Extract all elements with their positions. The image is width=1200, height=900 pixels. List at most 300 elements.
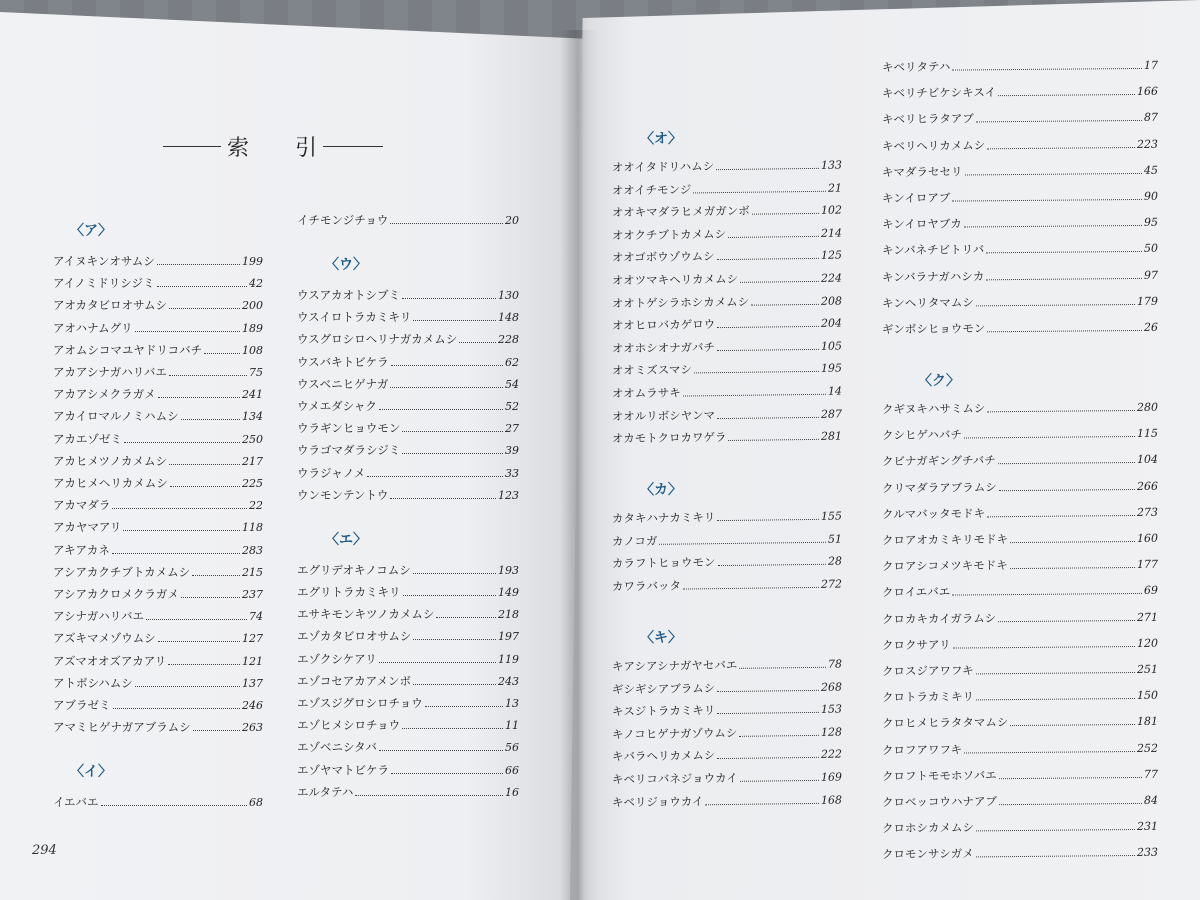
entry-name: クロクサアリ [881, 637, 951, 653]
index-entry [612, 769, 842, 788]
entry-name: イエバエ [53, 795, 99, 810]
leader-dots [998, 462, 1135, 464]
entry-name: オオホシオナガバチ [611, 339, 716, 356]
entry-name: オオツマキヘリカメムシ [611, 271, 739, 288]
leader-dots [717, 416, 819, 418]
leader-dots [659, 542, 826, 545]
entry-name: ウスアカオトシブミ [297, 288, 401, 302]
section-heading: 〈カ〉 [639, 481, 683, 499]
leader-dots [390, 387, 503, 388]
index-entry [53, 297, 263, 313]
entry-name: オオキマダラヒメガガンボ [611, 203, 750, 220]
entry-page-number: 169 [820, 770, 843, 784]
leader-dots [987, 515, 1135, 517]
entry-page-number: 287 [820, 407, 843, 421]
entry-name: アカヤマアリ [53, 520, 122, 535]
leader-dots [965, 173, 1143, 176]
entry-name: アトボシハムシ [53, 675, 133, 690]
index-entry [53, 675, 263, 691]
entry-page-number: 118 [242, 521, 263, 535]
entry-name: オオミズスマシ [611, 362, 693, 378]
leader-dots [964, 225, 1142, 228]
index-entry [53, 719, 263, 735]
title-rule-left [163, 146, 221, 147]
entry-name: エグリデオキノコムシ [297, 562, 411, 577]
entry-page-number: 95 [1143, 215, 1159, 230]
entry-name: キマダラセセリ [881, 164, 963, 180]
index-entry [882, 162, 1158, 180]
entry-name: アシアカクチブトカメムシ [53, 564, 191, 579]
entry-name: クリマダラアブラムシ [881, 479, 997, 495]
entry-name: キンイロヤブカ [881, 216, 962, 232]
index-entry [882, 399, 1158, 417]
index-entry [53, 453, 263, 469]
index-entry [882, 319, 1158, 337]
leader-dots [355, 795, 503, 796]
entry-name: アカマダラ [53, 498, 111, 513]
leader-dots [181, 597, 240, 598]
entry-page-number: 273 [1136, 505, 1159, 519]
entry-name: クシヒゲハバチ [881, 427, 962, 443]
entry-page-number: 45 [1143, 163, 1159, 177]
index-entry [882, 214, 1158, 232]
index-entry [53, 794, 263, 810]
entry-name: カノコガ [611, 533, 658, 549]
entry-page-number: 215 [242, 565, 263, 579]
leader-dots [717, 349, 819, 351]
entry-name: アオハナムグリ [53, 320, 133, 335]
index-entry [612, 553, 842, 572]
title-char-left: 索 [227, 136, 250, 161]
index-entry [612, 360, 842, 379]
index-entry [53, 275, 263, 291]
leader-dots [181, 419, 240, 420]
leader-dots [986, 278, 1142, 280]
entry-page-number: 77 [1143, 767, 1159, 781]
entry-name: キベリヘリカメムシ [881, 137, 986, 153]
leader-dots [135, 686, 240, 687]
section-heading: 〈イ〉 [70, 764, 112, 781]
entry-page-number: 263 [242, 721, 263, 735]
index-entry [297, 784, 519, 800]
leader-dots [413, 573, 496, 574]
index-entry [612, 508, 842, 527]
entry-name: カタキハナカミキリ [611, 510, 716, 526]
entry-name: クギヌキハサミムシ [881, 401, 986, 417]
leader-dots [158, 397, 240, 398]
entry-name: エグリトラカミキリ [297, 585, 401, 599]
entry-name: オオムラサキ [611, 385, 681, 401]
leader-dots [976, 829, 1135, 831]
leader-dots [379, 409, 503, 410]
entry-name: アカイロマルノミハムシ [53, 409, 179, 424]
entry-name: エゾスジグロシロチョウ [297, 696, 423, 710]
entry-page-number: 42 [249, 277, 263, 291]
section-heading: 〈ウ〉 [325, 257, 367, 273]
index-entry [882, 266, 1158, 284]
entry-page-number: 68 [249, 796, 263, 810]
leader-dots [112, 508, 247, 509]
index-entry [53, 497, 263, 513]
index-entry [882, 739, 1158, 757]
entry-name: アシナガハリバエ [53, 609, 144, 624]
entry-page-number: 14 [827, 384, 843, 398]
leader-dots [683, 587, 819, 590]
leader-dots [157, 264, 240, 265]
index-entry [53, 408, 263, 424]
leader-dots [987, 147, 1135, 149]
index-entry [297, 487, 519, 503]
entry-name: クロモンサシガメ [881, 846, 974, 862]
index-entry [53, 608, 263, 624]
index-entry [297, 628, 519, 644]
entry-page-number: 160 [1136, 531, 1159, 545]
index-entry [297, 212, 519, 228]
entry-name: エゾベニシタバ [297, 740, 377, 755]
entry-name: アカヒメツノカメムシ [53, 453, 167, 468]
index-entry [297, 562, 519, 578]
entry-page-number: 127 [242, 632, 263, 646]
entry-name: アカアシメクラガメ [53, 387, 156, 402]
entry-page-number: 105 [820, 339, 843, 353]
page-number: 294 [32, 843, 57, 858]
entry-page-number: 108 [242, 343, 263, 357]
entry-page-number: 272 [820, 577, 843, 591]
leader-dots [1010, 724, 1135, 726]
leader-dots [986, 251, 1142, 253]
entry-page-number: 189 [242, 321, 263, 335]
entry-name: ウンモンテントウ [297, 487, 389, 502]
index-entry [882, 582, 1158, 600]
entry-page-number: 26 [1143, 320, 1159, 334]
index-entry [612, 656, 842, 675]
entry-page-number: 28 [827, 554, 843, 569]
entry-page-number: 123 [498, 488, 519, 502]
leader-dots [101, 805, 247, 806]
entry-name: キアシアシナガヤセバエ [611, 657, 738, 674]
leader-dots [716, 168, 819, 170]
entry-name: キベリジョウカイ [611, 793, 704, 809]
entry-name: ウスイロトラカミキリ [297, 310, 412, 325]
index-entry [53, 253, 263, 269]
index-entry [297, 287, 519, 303]
entry-page-number: 200 [242, 299, 263, 313]
index-entry [612, 247, 842, 266]
section-heading: 〈エ〉 [325, 531, 367, 548]
entry-name: クロアシコメツキモドキ [881, 558, 1008, 574]
index-entry [297, 651, 519, 667]
leader-dots [124, 442, 240, 443]
entry-name: キベリコバネジョウカイ [611, 770, 738, 787]
leader-dots [402, 728, 503, 729]
index-entry [297, 420, 519, 436]
entry-page-number: 195 [820, 361, 843, 376]
entry-name: キンバネチビトリバ [881, 242, 985, 258]
entry-name: カラフトヒョウモン [611, 555, 716, 571]
entry-name: アオカタビロオサムシ [53, 298, 167, 313]
leader-dots [379, 662, 496, 663]
entry-name: オオクチブトカメムシ [611, 226, 727, 243]
entry-page-number: 228 [498, 333, 519, 347]
entry-name: キンイロアブ [881, 190, 951, 206]
section-heading: 〈オ〉 [639, 130, 683, 148]
leader-dots [998, 620, 1135, 622]
entry-page-number: 218 [498, 608, 519, 622]
entry-name: アブラゼミ [53, 698, 111, 712]
index-entry [882, 713, 1158, 731]
leader-dots [953, 646, 1135, 649]
leader-dots [705, 802, 819, 804]
entry-name: キノコヒゲナガゾウムシ [611, 725, 738, 742]
leader-dots [952, 68, 1142, 71]
index-entry [612, 292, 842, 311]
index-entry [297, 739, 519, 755]
entry-page-number: 119 [498, 652, 519, 666]
entry-name: クロトラカミキリ [881, 689, 975, 705]
book-gutter [560, 30, 600, 900]
entry-page-number: 280 [1136, 400, 1159, 414]
entry-page-number: 39 [505, 444, 519, 458]
leader-dots [123, 530, 240, 531]
entry-name: クロカキカイガラムシ [881, 610, 997, 626]
entry-page-number: 16 [505, 785, 519, 799]
entry-page-number: 120 [1136, 636, 1159, 650]
entry-page-number: 225 [242, 477, 263, 490]
leader-dots [718, 564, 827, 566]
index-entry [53, 630, 263, 646]
index-entry [882, 188, 1158, 206]
entry-name: ギシギシアブラムシ [611, 680, 716, 696]
entry-page-number: 74 [249, 610, 263, 624]
leader-dots [717, 712, 819, 714]
index-entry [612, 337, 842, 356]
entry-page-number: 54 [505, 377, 519, 391]
leader-dots [403, 595, 497, 596]
leader-dots [1010, 567, 1135, 569]
entry-page-number: 222 [820, 747, 843, 762]
leader-dots [390, 498, 496, 499]
entry-name: エゾヒメシロチョウ [297, 718, 401, 733]
index-entry [53, 342, 263, 358]
entry-name: クルマバッタモドキ [881, 506, 986, 522]
entry-page-number: 56 [505, 741, 519, 755]
index-entry [882, 504, 1158, 522]
leader-dots [113, 708, 241, 709]
leader-dots [170, 486, 240, 487]
index-entry [297, 606, 519, 622]
index-entry [882, 57, 1158, 75]
title-char-right: 引 [295, 136, 318, 161]
entry-page-number: 233 [1136, 846, 1159, 860]
entry-name: クビナガギングチバチ [881, 453, 996, 469]
entry-page-number: 128 [820, 725, 843, 739]
entry-name: クロベッコウハナアブ [881, 794, 998, 810]
entry-page-number: 224 [820, 271, 843, 285]
entry-page-number: 125 [820, 248, 843, 263]
entry-name: エサキモンキツノカメムシ [297, 607, 435, 622]
leader-dots [728, 236, 819, 238]
index-entry [612, 179, 842, 198]
leader-dots [146, 619, 247, 620]
entry-page-number: 243 [498, 674, 519, 688]
index-entry [297, 584, 519, 600]
index-entry [53, 475, 263, 491]
index-entry [882, 451, 1158, 469]
entry-name: ウラギンヒョウモン [297, 421, 401, 436]
index-entry [53, 386, 263, 402]
leader-dots [739, 667, 826, 669]
index-entry [53, 519, 263, 535]
leader-dots [740, 281, 819, 283]
index-entry [612, 576, 842, 595]
entry-page-number: 22 [249, 499, 263, 513]
leader-dots [391, 365, 503, 366]
entry-page-number: 149 [498, 586, 519, 599]
entry-page-number: 130 [498, 289, 519, 302]
entry-name: ウラゴマダラシジミ [297, 443, 401, 458]
index-entry [612, 530, 842, 549]
index-entry [297, 465, 519, 481]
leader-dots [976, 120, 1142, 122]
index-entry [297, 695, 519, 711]
entry-page-number: 75 [249, 366, 263, 379]
leader-dots [413, 684, 496, 685]
entry-page-number: 11 [505, 719, 519, 733]
index-entry [297, 354, 519, 370]
entry-page-number: 217 [242, 454, 263, 468]
leader-dots [751, 303, 819, 305]
index-entry [297, 309, 519, 325]
entry-name: ウメエダシャク [297, 399, 377, 413]
entry-page-number: 166 [1136, 84, 1159, 99]
entry-name: オオイタドリハムシ [611, 159, 715, 175]
index-entry [882, 818, 1158, 836]
leader-dots [999, 489, 1135, 491]
index-entry [612, 157, 842, 176]
entry-name: キバラヘリカメムシ [611, 748, 716, 764]
entry-name: アカヒメヘリカメムシ [53, 476, 168, 490]
entry-page-number: 237 [242, 588, 263, 601]
entry-page-number: 13 [505, 697, 519, 710]
leader-dots [413, 639, 496, 640]
leader-dots [169, 464, 240, 465]
entry-page-number: 69 [1143, 584, 1159, 598]
index-entry [53, 431, 263, 447]
entry-page-number: 181 [1136, 715, 1159, 729]
index-entry [612, 678, 842, 697]
entry-name: アズマオオズアカアリ [53, 653, 167, 668]
leader-dots [740, 780, 819, 782]
index-entry [882, 608, 1158, 626]
index-entry [612, 405, 842, 424]
entry-name: キンバラナガハシカ [881, 268, 985, 284]
entry-page-number: 252 [1136, 741, 1159, 755]
entry-name: キベリチビケシキスイ [881, 85, 997, 101]
entry-page-number: 134 [242, 410, 263, 424]
title-rule-right [323, 146, 383, 147]
leader-dots [402, 453, 503, 454]
index-entry [297, 376, 519, 392]
index-entry [882, 109, 1158, 127]
leader-dots [379, 750, 503, 751]
entry-page-number: 250 [242, 432, 263, 446]
index-title [163, 131, 383, 162]
leader-dots [717, 258, 819, 260]
leader-dots [193, 730, 240, 731]
leader-dots [390, 223, 503, 224]
leader-dots [693, 190, 826, 193]
entry-name: オオゴボウゾウムシ [611, 249, 715, 265]
entry-name: クロスジアワフキ [881, 663, 974, 679]
entry-name: ウスベニヒゲナガ [297, 376, 389, 391]
leader-dots [964, 751, 1135, 753]
entry-page-number: 208 [820, 294, 843, 308]
leader-dots [987, 330, 1142, 332]
index-entry [882, 293, 1158, 311]
index-entry [53, 364, 263, 380]
entry-page-number: 78 [827, 657, 843, 671]
leader-dots [402, 431, 503, 432]
leader-dots [976, 855, 1135, 857]
index-entry [297, 717, 519, 733]
entry-name: オオイチモンジ [611, 182, 692, 197]
index-entry [882, 661, 1158, 679]
entry-page-number: 193 [498, 563, 519, 577]
entry-name: エゾクシケアリ [297, 651, 377, 666]
leader-dots [158, 641, 240, 642]
leader-dots [976, 672, 1135, 674]
index-entry [53, 697, 263, 713]
leader-dots [204, 353, 240, 354]
entry-page-number: 223 [1136, 137, 1159, 151]
index-entry [612, 224, 842, 243]
entry-name: アマミヒゲナガアブラムシ [53, 720, 191, 735]
index-entry [612, 315, 842, 334]
entry-name: イチモンジチョウ [297, 213, 389, 227]
index-entry [612, 428, 842, 447]
entry-name: アオムシコマユヤドリコバチ [53, 342, 203, 357]
entry-page-number: 268 [820, 680, 843, 694]
entry-page-number: 66 [505, 763, 519, 777]
entry-page-number: 133 [820, 158, 843, 172]
entry-page-number: 121 [242, 654, 263, 668]
entry-page-number: 27 [505, 422, 519, 436]
entry-name: アズキマメゾウムシ [53, 631, 156, 646]
index-entry [882, 530, 1158, 548]
leader-dots [436, 617, 496, 618]
index-entry [882, 844, 1158, 862]
leader-dots [112, 553, 240, 554]
entry-name: クロホシカメムシ [881, 820, 975, 836]
entry-page-number: 241 [242, 388, 263, 402]
entry-page-number: 87 [1143, 111, 1159, 125]
entry-page-number: 214 [820, 226, 843, 240]
entry-page-number: 231 [1136, 819, 1159, 834]
leader-dots [998, 94, 1135, 96]
entry-name: クロヒメヒラタタマムシ [881, 715, 1009, 731]
index-entry [882, 687, 1158, 705]
index-entry [882, 425, 1158, 443]
index-entry [53, 564, 263, 580]
leader-dots [694, 371, 819, 374]
index-entry [53, 653, 263, 669]
entry-page-number: 51 [827, 532, 843, 546]
leader-dots [728, 439, 819, 441]
entry-name: エルタテハ [297, 784, 354, 799]
index-entry [297, 762, 519, 778]
entry-page-number: 148 [498, 311, 519, 325]
leader-dots [976, 698, 1135, 700]
